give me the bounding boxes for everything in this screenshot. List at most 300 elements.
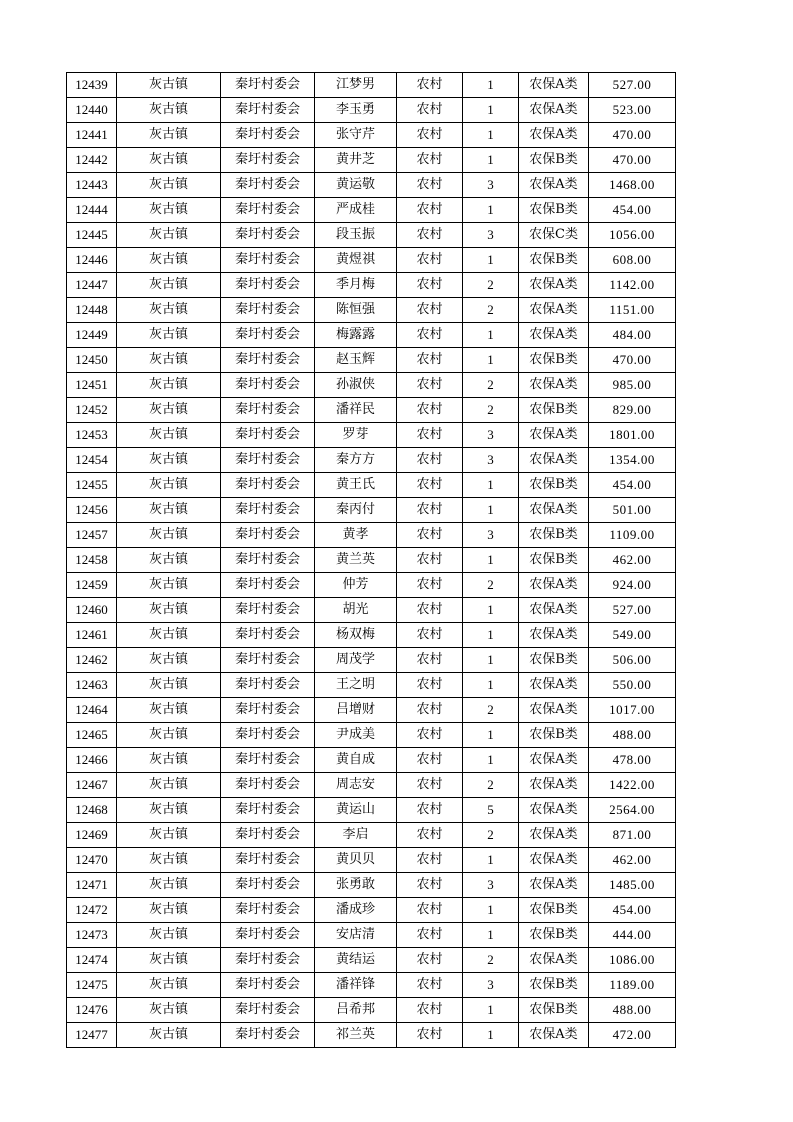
record-id-cell: 12469: [67, 823, 117, 848]
category-cell: 农保A类: [519, 573, 589, 598]
record-id-cell: 12449: [67, 323, 117, 348]
table-row: [67, 523, 676, 548]
village-cell: 秦圩村委会: [221, 848, 315, 873]
category-cell: 农保B类: [519, 923, 589, 948]
name-cell: 安店清: [315, 923, 397, 948]
town-cell: 灰古镇: [117, 348, 221, 373]
household-type-cell: 农村: [397, 123, 463, 148]
village-cell: 秦圩村委会: [221, 73, 315, 98]
household-type-cell: 农村: [397, 623, 463, 648]
category-cell: 农保A类: [519, 698, 589, 723]
household-type-cell: 农村: [397, 923, 463, 948]
town-cell: 灰古镇: [117, 798, 221, 823]
record-id-cell: 12442: [67, 148, 117, 173]
person-count-cell: 1: [463, 548, 519, 573]
category-cell: 农保B类: [519, 898, 589, 923]
amount-cell: 484.00: [589, 323, 676, 348]
category-cell: 农保B类: [519, 473, 589, 498]
household-type-cell: 农村: [397, 173, 463, 198]
record-id-cell: 12458: [67, 548, 117, 573]
person-count-cell: 3: [463, 173, 519, 198]
record-id-cell: 12457: [67, 523, 117, 548]
person-count-cell: 1: [463, 723, 519, 748]
ledger-body: [67, 73, 676, 1048]
person-count-cell: 1: [463, 598, 519, 623]
town-cell: 灰古镇: [117, 623, 221, 648]
name-cell: 王之明: [315, 673, 397, 698]
town-cell: 灰古镇: [117, 398, 221, 423]
table-row: [67, 223, 676, 248]
category-cell: 农保A类: [519, 73, 589, 98]
household-type-cell: 农村: [397, 223, 463, 248]
name-cell: 张守芹: [315, 123, 397, 148]
village-cell: 秦圩村委会: [221, 98, 315, 123]
table-row: [67, 148, 676, 173]
household-type-cell: 农村: [397, 298, 463, 323]
amount-cell: 1017.00: [589, 698, 676, 723]
category-cell: 农保A类: [519, 323, 589, 348]
person-count-cell: 1: [463, 248, 519, 273]
amount-cell: 472.00: [589, 1023, 676, 1048]
table-row: [67, 323, 676, 348]
amount-cell: 470.00: [589, 148, 676, 173]
household-type-cell: 农村: [397, 548, 463, 573]
record-id-cell: 12451: [67, 373, 117, 398]
person-count-cell: 1: [463, 898, 519, 923]
person-count-cell: 3: [463, 223, 519, 248]
name-cell: 杨双梅: [315, 623, 397, 648]
table-row: [67, 948, 676, 973]
person-count-cell: 1: [463, 848, 519, 873]
household-type-cell: 农村: [397, 798, 463, 823]
name-cell: 季月梅: [315, 273, 397, 298]
table-row: [67, 723, 676, 748]
table-row: [67, 673, 676, 698]
name-cell: 黄井芝: [315, 148, 397, 173]
household-type-cell: 农村: [397, 198, 463, 223]
village-cell: 秦圩村委会: [221, 198, 315, 223]
record-id-cell: 12448: [67, 298, 117, 323]
town-cell: 灰古镇: [117, 748, 221, 773]
town-cell: 灰古镇: [117, 773, 221, 798]
person-count-cell: 3: [463, 873, 519, 898]
table-row: [67, 448, 676, 473]
town-cell: 灰古镇: [117, 673, 221, 698]
village-cell: 秦圩村委会: [221, 973, 315, 998]
table-row: [67, 423, 676, 448]
amount-cell: 462.00: [589, 848, 676, 873]
amount-cell: 488.00: [589, 723, 676, 748]
amount-cell: 608.00: [589, 248, 676, 273]
village-cell: 秦圩村委会: [221, 723, 315, 748]
village-cell: 秦圩村委会: [221, 948, 315, 973]
town-cell: 灰古镇: [117, 1023, 221, 1048]
household-type-cell: 农村: [397, 348, 463, 373]
record-id-cell: 12441: [67, 123, 117, 148]
name-cell: 潘祥锋: [315, 973, 397, 998]
household-type-cell: 农村: [397, 823, 463, 848]
village-cell: 秦圩村委会: [221, 273, 315, 298]
record-id-cell: 12473: [67, 923, 117, 948]
record-id-cell: 12475: [67, 973, 117, 998]
category-cell: 农保A类: [519, 498, 589, 523]
amount-cell: 985.00: [589, 373, 676, 398]
amount-cell: 462.00: [589, 548, 676, 573]
record-id-cell: 12464: [67, 698, 117, 723]
category-cell: 农保A类: [519, 273, 589, 298]
category-cell: 农保A类: [519, 1023, 589, 1048]
category-cell: 农保B类: [519, 348, 589, 373]
table-row: [67, 73, 676, 98]
person-count-cell: 1: [463, 1023, 519, 1048]
name-cell: 秦丙付: [315, 498, 397, 523]
record-id-cell: 12450: [67, 348, 117, 373]
amount-cell: 527.00: [589, 73, 676, 98]
name-cell: 黄孝: [315, 523, 397, 548]
name-cell: 潘祥民: [315, 398, 397, 423]
name-cell: 胡光: [315, 598, 397, 623]
town-cell: 灰古镇: [117, 498, 221, 523]
record-id-cell: 12440: [67, 98, 117, 123]
amount-cell: 523.00: [589, 98, 676, 123]
village-cell: 秦圩村委会: [221, 223, 315, 248]
person-count-cell: 1: [463, 148, 519, 173]
town-cell: 灰古镇: [117, 423, 221, 448]
category-cell: 农保B类: [519, 198, 589, 223]
town-cell: 灰古镇: [117, 448, 221, 473]
table-row: [67, 498, 676, 523]
village-cell: 秦圩村委会: [221, 148, 315, 173]
household-type-cell: 农村: [397, 423, 463, 448]
town-cell: 灰古镇: [117, 598, 221, 623]
village-cell: 秦圩村委会: [221, 998, 315, 1023]
record-id-cell: 12454: [67, 448, 117, 473]
name-cell: 黄运敬: [315, 173, 397, 198]
amount-cell: 1801.00: [589, 423, 676, 448]
village-cell: 秦圩村委会: [221, 523, 315, 548]
town-cell: 灰古镇: [117, 523, 221, 548]
table-row: [67, 473, 676, 498]
category-cell: 农保B类: [519, 548, 589, 573]
record-id-cell: 12446: [67, 248, 117, 273]
village-cell: 秦圩村委会: [221, 423, 315, 448]
category-cell: 农保A类: [519, 598, 589, 623]
household-type-cell: 农村: [397, 273, 463, 298]
table-row: [67, 298, 676, 323]
table-row: [67, 998, 676, 1023]
village-cell: 秦圩村委会: [221, 498, 315, 523]
person-count-cell: 3: [463, 423, 519, 448]
category-cell: 农保A类: [519, 748, 589, 773]
village-cell: 秦圩村委会: [221, 398, 315, 423]
village-cell: 秦圩村委会: [221, 898, 315, 923]
household-type-cell: 农村: [397, 698, 463, 723]
record-id-cell: 12463: [67, 673, 117, 698]
table-row: [67, 798, 676, 823]
record-id-cell: 12447: [67, 273, 117, 298]
category-cell: 农保A类: [519, 298, 589, 323]
household-type-cell: 农村: [397, 898, 463, 923]
name-cell: 吕增财: [315, 698, 397, 723]
person-count-cell: 1: [463, 473, 519, 498]
household-type-cell: 农村: [397, 748, 463, 773]
person-count-cell: 5: [463, 798, 519, 823]
category-cell: 农保A类: [519, 798, 589, 823]
town-cell: 灰古镇: [117, 123, 221, 148]
town-cell: 灰古镇: [117, 723, 221, 748]
name-cell: 潘成珍: [315, 898, 397, 923]
table-row: [67, 173, 676, 198]
village-cell: 秦圩村委会: [221, 798, 315, 823]
person-count-cell: 3: [463, 523, 519, 548]
household-type-cell: 农村: [397, 673, 463, 698]
household-type-cell: 农村: [397, 1023, 463, 1048]
category-cell: 农保B类: [519, 248, 589, 273]
name-cell: 张勇敢: [315, 873, 397, 898]
town-cell: 灰古镇: [117, 323, 221, 348]
town-cell: 灰古镇: [117, 298, 221, 323]
amount-cell: 1422.00: [589, 773, 676, 798]
name-cell: 段玉振: [315, 223, 397, 248]
table-row: [67, 698, 676, 723]
town-cell: 灰古镇: [117, 548, 221, 573]
amount-cell: 478.00: [589, 748, 676, 773]
amount-cell: 488.00: [589, 998, 676, 1023]
record-id-cell: 12456: [67, 498, 117, 523]
table-row: [67, 898, 676, 923]
name-cell: 周茂学: [315, 648, 397, 673]
category-cell: 农保C类: [519, 223, 589, 248]
record-id-cell: 12472: [67, 898, 117, 923]
amount-cell: 1109.00: [589, 523, 676, 548]
table-row: [67, 373, 676, 398]
table-row: [67, 623, 676, 648]
village-cell: 秦圩村委会: [221, 773, 315, 798]
household-type-cell: 农村: [397, 873, 463, 898]
town-cell: 灰古镇: [117, 923, 221, 948]
name-cell: 李启: [315, 823, 397, 848]
record-id-cell: 12471: [67, 873, 117, 898]
person-count-cell: 2: [463, 823, 519, 848]
household-type-cell: 农村: [397, 323, 463, 348]
category-cell: 农保B类: [519, 723, 589, 748]
record-id-cell: 12444: [67, 198, 117, 223]
person-count-cell: 3: [463, 448, 519, 473]
amount-cell: 550.00: [589, 673, 676, 698]
category-cell: 农保A类: [519, 873, 589, 898]
household-type-cell: 农村: [397, 848, 463, 873]
village-cell: 秦圩村委会: [221, 573, 315, 598]
record-id-cell: 12467: [67, 773, 117, 798]
category-cell: 农保A类: [519, 173, 589, 198]
household-type-cell: 农村: [397, 398, 463, 423]
amount-cell: 1086.00: [589, 948, 676, 973]
table-row: [67, 273, 676, 298]
category-cell: 农保A类: [519, 773, 589, 798]
village-cell: 秦圩村委会: [221, 648, 315, 673]
category-cell: 农保A类: [519, 948, 589, 973]
household-type-cell: 农村: [397, 98, 463, 123]
record-id-cell: 12470: [67, 848, 117, 873]
amount-cell: 444.00: [589, 923, 676, 948]
person-count-cell: 1: [463, 748, 519, 773]
name-cell: 孙淑侠: [315, 373, 397, 398]
record-id-cell: 12453: [67, 423, 117, 448]
amount-cell: 1468.00: [589, 173, 676, 198]
record-id-cell: 12455: [67, 473, 117, 498]
person-count-cell: 2: [463, 773, 519, 798]
town-cell: 灰古镇: [117, 98, 221, 123]
category-cell: 农保B类: [519, 523, 589, 548]
village-cell: 秦圩村委会: [221, 298, 315, 323]
amount-cell: 2564.00: [589, 798, 676, 823]
town-cell: 灰古镇: [117, 223, 221, 248]
household-type-cell: 农村: [397, 648, 463, 673]
table-row: [67, 923, 676, 948]
category-cell: 农保A类: [519, 423, 589, 448]
town-cell: 灰古镇: [117, 873, 221, 898]
person-count-cell: 2: [463, 573, 519, 598]
amount-cell: 1189.00: [589, 973, 676, 998]
person-count-cell: 1: [463, 198, 519, 223]
name-cell: 黄贝贝: [315, 848, 397, 873]
record-id-cell: 12462: [67, 648, 117, 673]
household-type-cell: 农村: [397, 448, 463, 473]
category-cell: 农保A类: [519, 623, 589, 648]
village-cell: 秦圩村委会: [221, 248, 315, 273]
village-cell: 秦圩村委会: [221, 373, 315, 398]
village-cell: 秦圩村委会: [221, 448, 315, 473]
household-type-cell: 农村: [397, 498, 463, 523]
town-cell: 灰古镇: [117, 248, 221, 273]
village-cell: 秦圩村委会: [221, 873, 315, 898]
name-cell: 罗芽: [315, 423, 397, 448]
household-type-cell: 农村: [397, 773, 463, 798]
table-row: [67, 648, 676, 673]
category-cell: 农保B类: [519, 398, 589, 423]
household-type-cell: 农村: [397, 248, 463, 273]
village-cell: 秦圩村委会: [221, 1023, 315, 1048]
table-row: [67, 1023, 676, 1048]
record-id-cell: 12445: [67, 223, 117, 248]
household-type-cell: 农村: [397, 598, 463, 623]
name-cell: 祁兰英: [315, 1023, 397, 1048]
category-cell: 农保A类: [519, 98, 589, 123]
record-id-cell: 12465: [67, 723, 117, 748]
name-cell: 李玉勇: [315, 98, 397, 123]
town-cell: 灰古镇: [117, 948, 221, 973]
name-cell: 吕希邦: [315, 998, 397, 1023]
amount-cell: 454.00: [589, 898, 676, 923]
amount-cell: 1056.00: [589, 223, 676, 248]
person-count-cell: 1: [463, 348, 519, 373]
amount-cell: 501.00: [589, 498, 676, 523]
table-row: [67, 873, 676, 898]
category-cell: 农保A类: [519, 823, 589, 848]
table-row: [67, 123, 676, 148]
person-count-cell: 2: [463, 373, 519, 398]
table-row: [67, 848, 676, 873]
category-cell: 农保A类: [519, 373, 589, 398]
person-count-cell: 1: [463, 323, 519, 348]
table-row: [67, 248, 676, 273]
village-cell: 秦圩村委会: [221, 173, 315, 198]
amount-cell: 549.00: [589, 623, 676, 648]
household-type-cell: 农村: [397, 723, 463, 748]
household-type-cell: 农村: [397, 973, 463, 998]
record-id-cell: 12461: [67, 623, 117, 648]
amount-cell: 454.00: [589, 198, 676, 223]
name-cell: 黄煜祺: [315, 248, 397, 273]
category-cell: 农保A类: [519, 673, 589, 698]
name-cell: 梅露露: [315, 323, 397, 348]
household-type-cell: 农村: [397, 73, 463, 98]
record-id-cell: 12468: [67, 798, 117, 823]
record-id-cell: 12477: [67, 1023, 117, 1048]
table-row: [67, 573, 676, 598]
category-cell: 农保A类: [519, 848, 589, 873]
name-cell: 黄王氏: [315, 473, 397, 498]
amount-cell: 470.00: [589, 123, 676, 148]
person-count-cell: 1: [463, 73, 519, 98]
household-type-cell: 农村: [397, 523, 463, 548]
name-cell: 赵玉辉: [315, 348, 397, 373]
village-cell: 秦圩村委会: [221, 623, 315, 648]
name-cell: 仲芳: [315, 573, 397, 598]
amount-cell: 1354.00: [589, 448, 676, 473]
name-cell: 严成桂: [315, 198, 397, 223]
person-count-cell: 2: [463, 948, 519, 973]
category-cell: 农保B类: [519, 148, 589, 173]
village-cell: 秦圩村委会: [221, 923, 315, 948]
town-cell: 灰古镇: [117, 198, 221, 223]
amount-cell: 871.00: [589, 823, 676, 848]
household-type-cell: 农村: [397, 573, 463, 598]
town-cell: 灰古镇: [117, 648, 221, 673]
town-cell: 灰古镇: [117, 823, 221, 848]
town-cell: 灰古镇: [117, 698, 221, 723]
amount-cell: 924.00: [589, 573, 676, 598]
category-cell: 农保A类: [519, 448, 589, 473]
town-cell: 灰古镇: [117, 173, 221, 198]
town-cell: 灰古镇: [117, 998, 221, 1023]
table-row: [67, 348, 676, 373]
household-type-cell: 农村: [397, 148, 463, 173]
person-count-cell: 1: [463, 123, 519, 148]
name-cell: 黄自成: [315, 748, 397, 773]
table-row: [67, 548, 676, 573]
person-count-cell: 2: [463, 398, 519, 423]
name-cell: 陈恒强: [315, 298, 397, 323]
town-cell: 灰古镇: [117, 973, 221, 998]
person-count-cell: 2: [463, 698, 519, 723]
record-id-cell: 12459: [67, 573, 117, 598]
category-cell: 农保A类: [519, 123, 589, 148]
town-cell: 灰古镇: [117, 898, 221, 923]
village-cell: 秦圩村委会: [221, 673, 315, 698]
person-count-cell: 1: [463, 673, 519, 698]
person-count-cell: 1: [463, 648, 519, 673]
person-count-cell: 3: [463, 973, 519, 998]
amount-cell: 506.00: [589, 648, 676, 673]
benefit-ledger-table: [66, 72, 676, 1048]
village-cell: 秦圩村委会: [221, 823, 315, 848]
table-row: [67, 98, 676, 123]
table-row: [67, 398, 676, 423]
name-cell: 黄运山: [315, 798, 397, 823]
person-count-cell: 1: [463, 623, 519, 648]
name-cell: 秦方方: [315, 448, 397, 473]
